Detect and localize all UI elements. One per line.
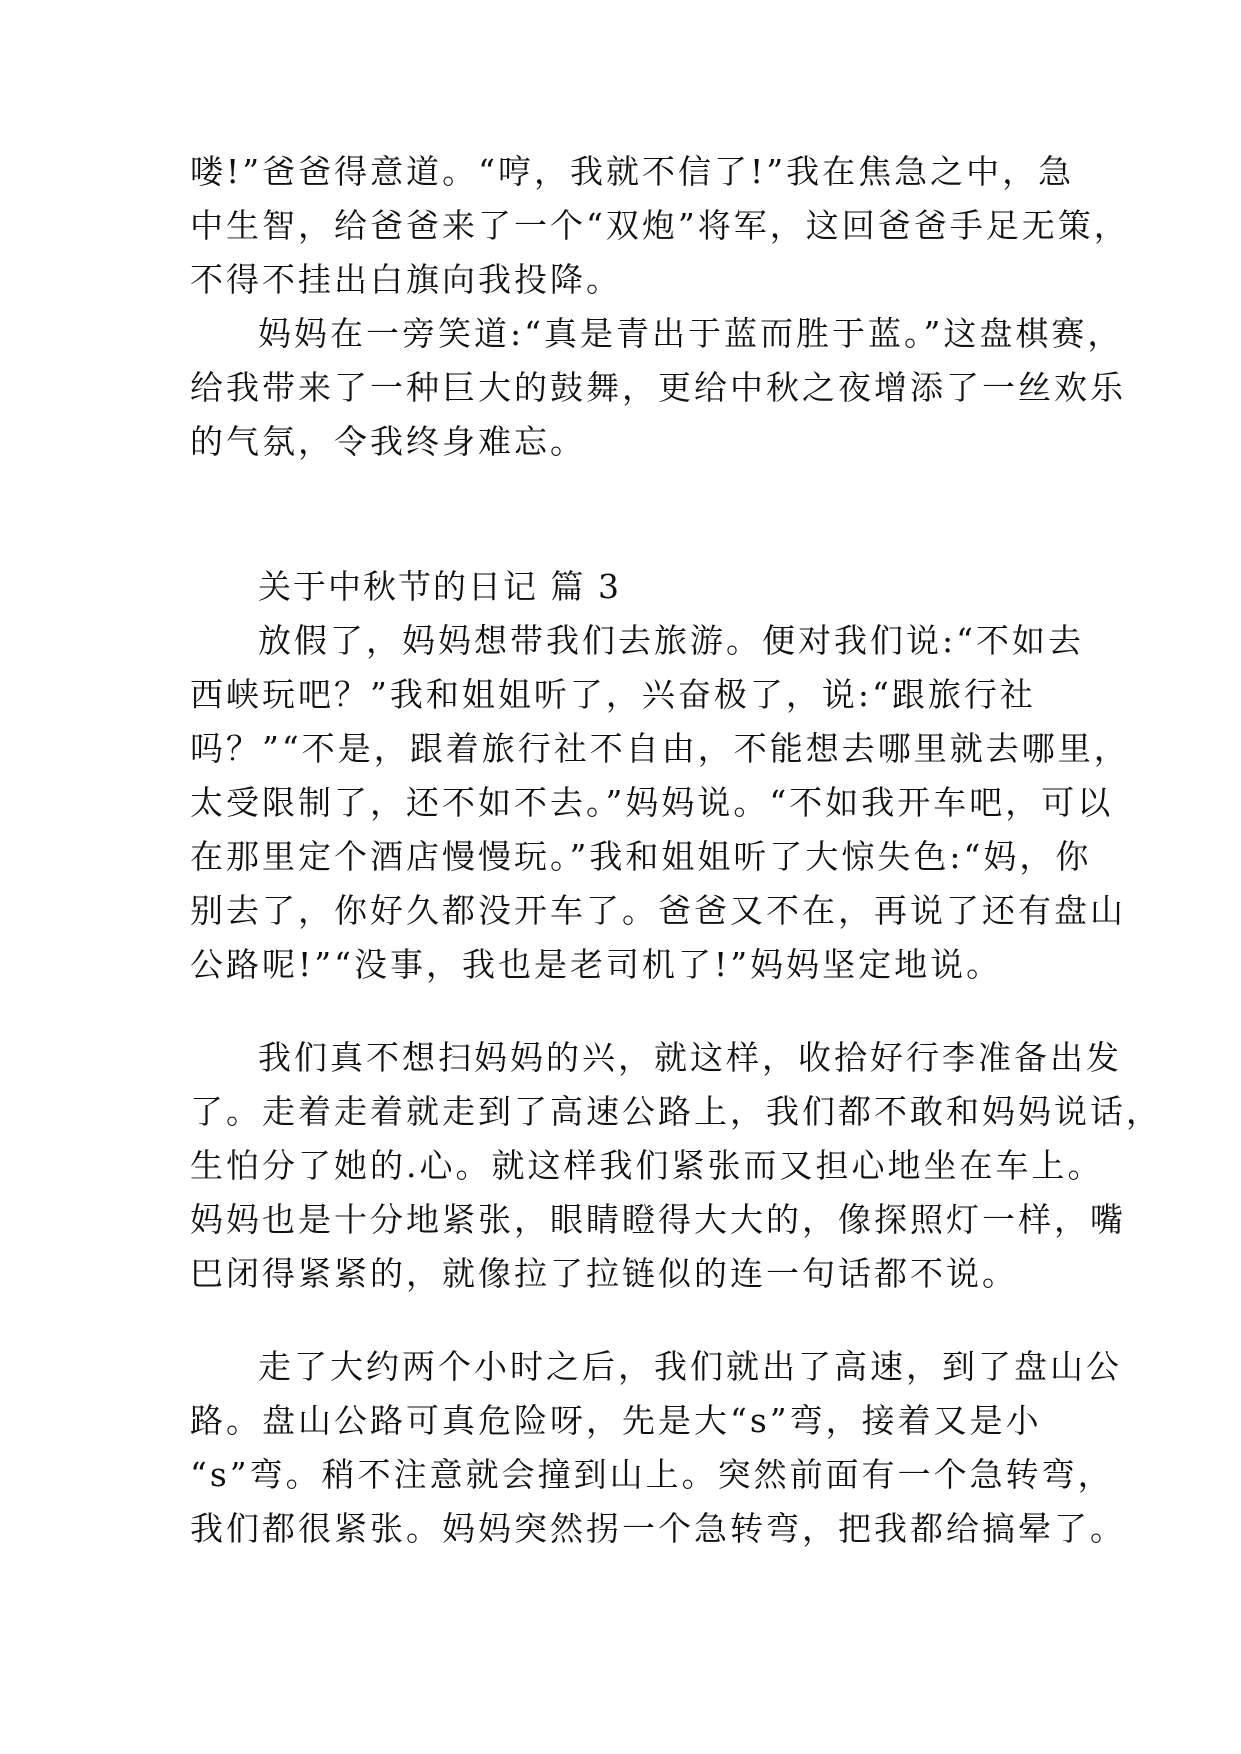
paragraph-3-line-3: 吗？”“不是，跟着旅行社不自由，不能想去哪里就去哪里， bbox=[190, 729, 1130, 768]
paragraph-2-line-2: 给我带来了一种巨大的鼓舞，更给中秋之夜增添了一丝欢乐 bbox=[190, 368, 1126, 407]
paragraph-3-line-4: 太受限制了，还不如不去。”妈妈说。“不如我开车吧，可以 bbox=[190, 783, 1114, 822]
paragraph-3-line-5: 在那里定个酒店慢慢玩。”我和姐姐听了大惊失色:“妈，你 bbox=[190, 837, 1092, 876]
paragraph-3-line-6: 别去了，你好久都没开车了。爸爸又不在，再说了还有盘山 bbox=[190, 891, 1126, 930]
paragraph-3-line-1: 放假了，妈妈想带我们去旅游。便对我们说:“不如去 bbox=[258, 621, 1084, 660]
paragraph-3-line-2: 西峡玩吧？”我和姐姐听了，兴奋极了，说:“跟旅行社 bbox=[190, 675, 1036, 714]
paragraph-2-line-1: 妈妈在一旁笑道:“真是青出于蓝而胜于蓝。”这盘棋赛， bbox=[258, 314, 1124, 353]
paragraph-4-line-5: 巴闭得紧紧的，就像拉了拉链似的连一句话都不说。 bbox=[190, 1254, 1018, 1293]
paragraph-4-line-4: 妈妈也是十分地紧张，眼睛瞪得大大的，像探照灯一样，嘴 bbox=[190, 1200, 1126, 1239]
paragraph-1-line-3: 不得不挂出白旗向我投降。 bbox=[190, 260, 622, 299]
paragraph-1-line-2: 中生智，给爸爸来了一个“双炮”将军，这回爸爸手足无策， bbox=[190, 206, 1130, 245]
paragraph-5-line-4: 我们都很紧张。妈妈突然拐一个急转弯，把我都给搞晕了。 bbox=[190, 1509, 1126, 1548]
paragraph-1-line-1: 喽!”爸爸得意道。“哼，我就不信了!”我在焦急之中，急 bbox=[190, 152, 1075, 191]
paragraph-4-line-2: 了。走着走着就走到了高速公路上，我们都不敢和妈妈说话， bbox=[190, 1092, 1162, 1131]
paragraph-5-line-2: 路。盘山公路可真危险呀，先是大“s”弯，接着又是小 bbox=[190, 1401, 1042, 1440]
paragraph-4-line-1: 我们真不想扫妈妈的兴，就这样，收拾好行李准备出发 bbox=[258, 1038, 1122, 1077]
paragraph-5-line-1: 走了大约两个小时之后，我们就出了高速，到了盘山公 bbox=[258, 1347, 1122, 1386]
paragraph-3-line-7: 公路呢!”“没事，我也是老司机了!”妈妈坚定地说。 bbox=[190, 945, 1003, 984]
section-heading: 关于中秋节的日记 篇 3 bbox=[258, 567, 621, 606]
paragraph-4-line-3: 生怕分了她的.心。就这样我们紧张而又担心地坐在车上。 bbox=[190, 1146, 1104, 1185]
paragraph-5-line-3: “s”弯。稍不注意就会撞到山上。突然前面有一个急转弯， bbox=[190, 1455, 1114, 1494]
paragraph-2-line-3: 的气氛，令我终身难忘。 bbox=[190, 422, 586, 461]
